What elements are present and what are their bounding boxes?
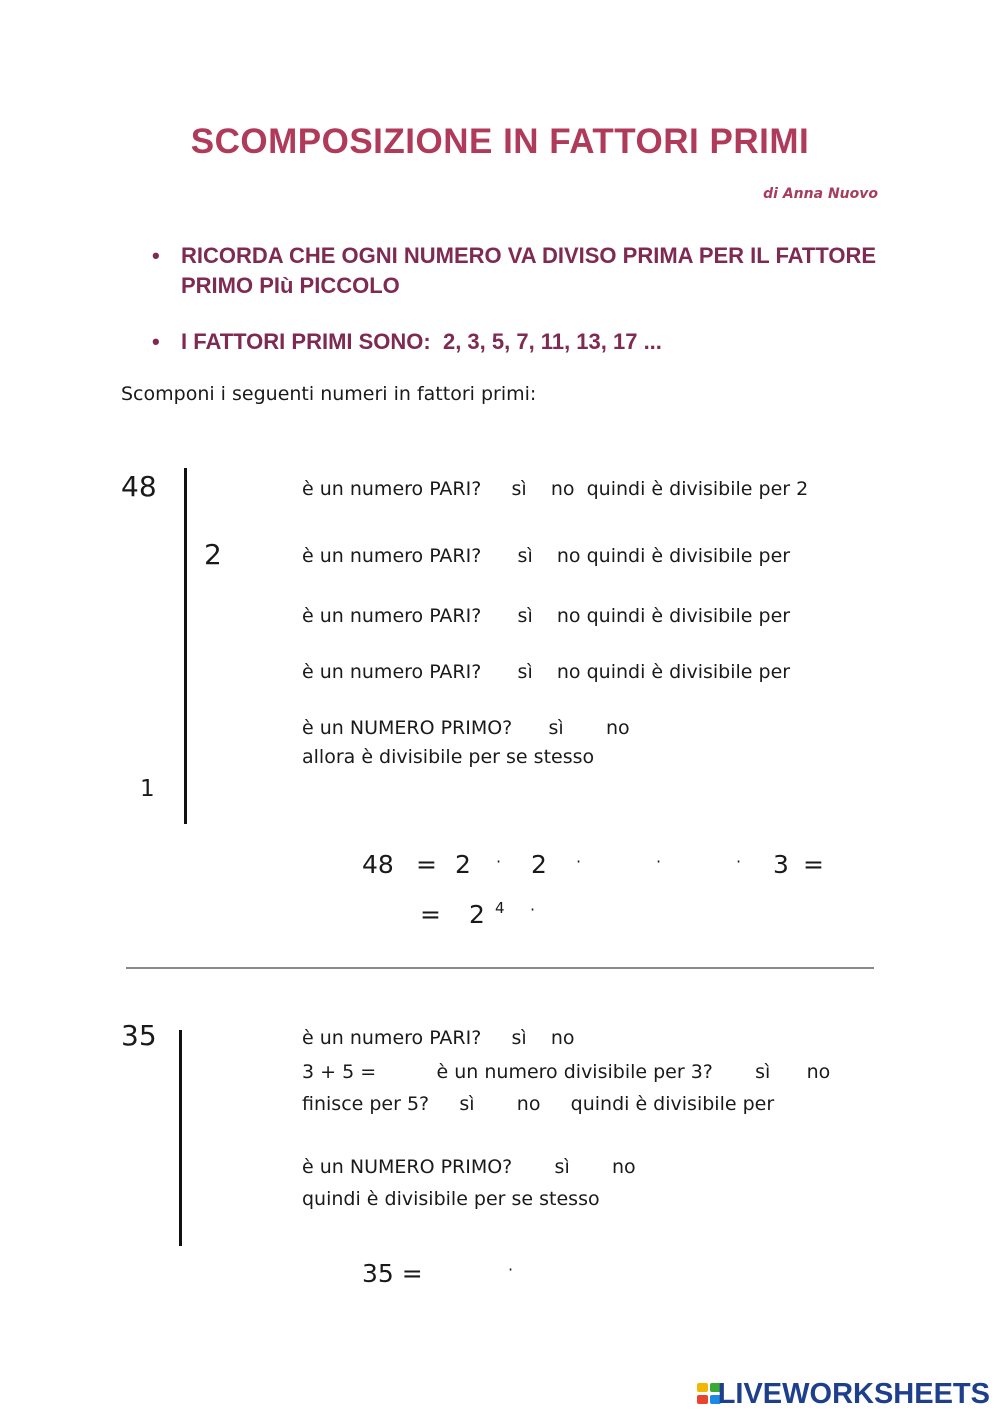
exercise1-question-3: è un numero PARI? sì no quindi è divisibile per — [302, 605, 791, 627]
liveworksheets-logo[interactable]: LIVEWORKSHEETS — [717, 1378, 990, 1410]
equation1-power-exponent: 4 — [495, 899, 505, 917]
section-divider — [126, 967, 874, 969]
exercise2-prime-question: è un NUMERO PRIMO? sì no — [302, 1156, 636, 1178]
multiply-dot: · — [576, 852, 582, 871]
exercise1-prime-note: allora è divisibile per se stesso — [302, 746, 595, 768]
exercise1-question-4: è un numero PARI? sì no quindi è divisibile per — [302, 661, 791, 683]
division-line — [184, 468, 187, 824]
exercise1-final-quotient: 1 — [140, 776, 155, 802]
equation1-factor-3: 3 — [773, 850, 789, 879]
author-credit: di Anna Nuovo — [763, 186, 878, 202]
equation1-end-equals: = — [803, 850, 824, 879]
exercise1-divisor: 2 — [204, 538, 222, 571]
exercise1-prime-question: è un NUMERO PRIMO? sì no — [302, 717, 630, 739]
exercise1-number: 48 — [121, 470, 157, 503]
exercise1-question-1: è un numero PARI? sì no quindi è divisibile per 2 — [302, 478, 809, 500]
equation1-equals: = — [416, 850, 437, 879]
bullet-dot: • — [152, 329, 160, 354]
exercise1-question-2: è un numero PARI? sì no quindi è divisibile per — [302, 545, 791, 567]
exercise2-prime-note: quindi è divisibile per se stesso — [302, 1188, 600, 1210]
exercise2-div3-question: 3 + 5 = è un numero divisibile per 3? sì no — [302, 1061, 831, 1083]
equation1-factor-2: 2 — [531, 850, 547, 879]
exercise2-div5-question: finisce per 5? sì no quindi è divisibile per — [302, 1093, 775, 1115]
equation1-second-equals: = — [420, 900, 441, 929]
multiply-dot: · — [496, 852, 502, 871]
page-title: SCOMPOSIZIONE IN FATTORI PRIMI — [190, 122, 810, 161]
multiply-dot: · — [656, 852, 662, 871]
multiply-dot: · — [508, 1260, 514, 1279]
multiply-dot: · — [736, 852, 742, 871]
bullet-text: RICORDA CHE OGNI NUMERO VA DIVISO PRIMA PER IL FATTORE PRIMO PIù PICCOLO — [181, 243, 883, 298]
bullet-text: I FATTORI PRIMI SONO: 2, 3, 5, 7, 11, 13, 17 ... — [181, 329, 662, 354]
equation2-lhs: 35 = — [362, 1259, 423, 1288]
exercise2-number: 35 — [121, 1019, 157, 1052]
multiply-dot: · — [530, 900, 536, 919]
equation1-power-base: 2 — [469, 900, 485, 929]
equation1-factor-1: 2 — [455, 850, 471, 879]
instruction-text: Scomponi i seguenti numeri in fattori primi: — [121, 383, 537, 405]
bullet-dot: • — [152, 243, 160, 268]
equation1-lhs: 48 — [362, 850, 394, 879]
division-line — [179, 1030, 182, 1246]
exercise2-even-question: è un numero PARI? sì no — [302, 1027, 575, 1049]
